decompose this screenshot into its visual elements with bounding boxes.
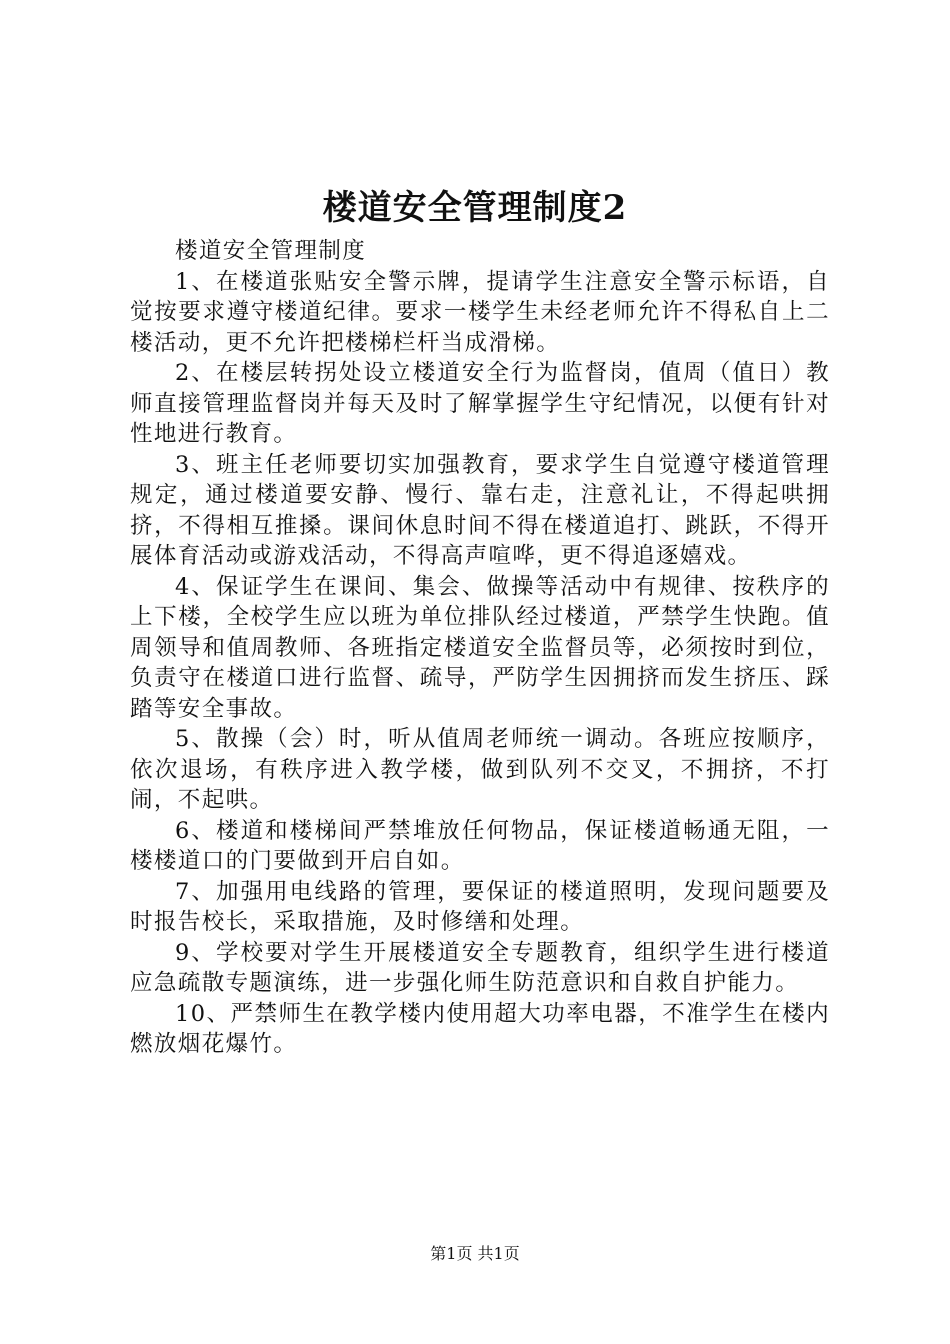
paragraph-item-2: 2、在楼层转拐处设立楼道安全行为监督岗，值周（值日）教师直接管理监督岗并每天及时了解掌握学生守纪情况，以便有针对性地进行教育。 <box>130 360 830 447</box>
paragraph-item-9: 9、学校要对学生开展楼道安全专题教育，组织学生进行楼道应急疏散专题演练，进一步强化师生防范意识和自救自护能力。 <box>130 939 830 996</box>
paragraph-item-5: 5、散操（会）时，听从值周老师统一调动。各班应按顺序，依次退场，有秩序进入教学楼，做到队列不交叉，不拥挤，不打闹，不起哄。 <box>130 726 830 813</box>
paragraph-item-1: 1、在楼道张贴安全警示牌，提请学生注意安全警示标语，自觉按要求遵守楼道纪律。要求一楼学生未经老师允许不得私自上二楼活动，更不允许把楼梯栏杆当成滑梯。 <box>130 268 830 356</box>
paragraph-item-6: 6、楼道和楼梯间严禁堆放任何物品，保证楼道畅通无阻，一楼楼道口的门要做到开启自如。 <box>130 817 830 874</box>
paragraph-item-7: 7、加强用电线路的管理，要保证的楼道照明，发现问题要及时报告校长，采取措施，及时修缮和处理。 <box>130 878 830 935</box>
page-footer: 第1页 共1页 <box>430 1244 520 1263</box>
document-body <box>130 236 830 1060</box>
paragraph-item-3: 3、班主任老师要切实加强教育，要求学生自觉遵守楼道管理规定，通过楼道要安静、慢行、靠右走，注意礼让，不得起哄拥挤，不得相互推搡。课间休息时间不得在楼道追打、跳跃，不得开展体育活动或游戏活动，不得高声喧哗，更不得追逐嬉戏。 <box>130 451 830 569</box>
document-title: 楼道安全管理制度2 <box>322 188 628 228</box>
paragraph-item-4: 4、保证学生在课间、集会、做操等活动中有规律、按秩序的上下楼，全校学生应以班为单位排队经过楼道，严禁学生快跑。值周领导和值周教师、各班指定楼道安全监督员等，必须按时到位，负责守在楼道口进行监督、疏导，严防学生因拥挤而发生挤压、踩踏等安全事故。 <box>130 573 830 722</box>
paragraph-item-10: 10、严禁师生在教学楼内使用超大功率电器，不准学生在楼内燃放烟花爆竹。 <box>130 1000 830 1057</box>
paragraph-subtitle: 楼道安全管理制度 <box>175 238 367 264</box>
